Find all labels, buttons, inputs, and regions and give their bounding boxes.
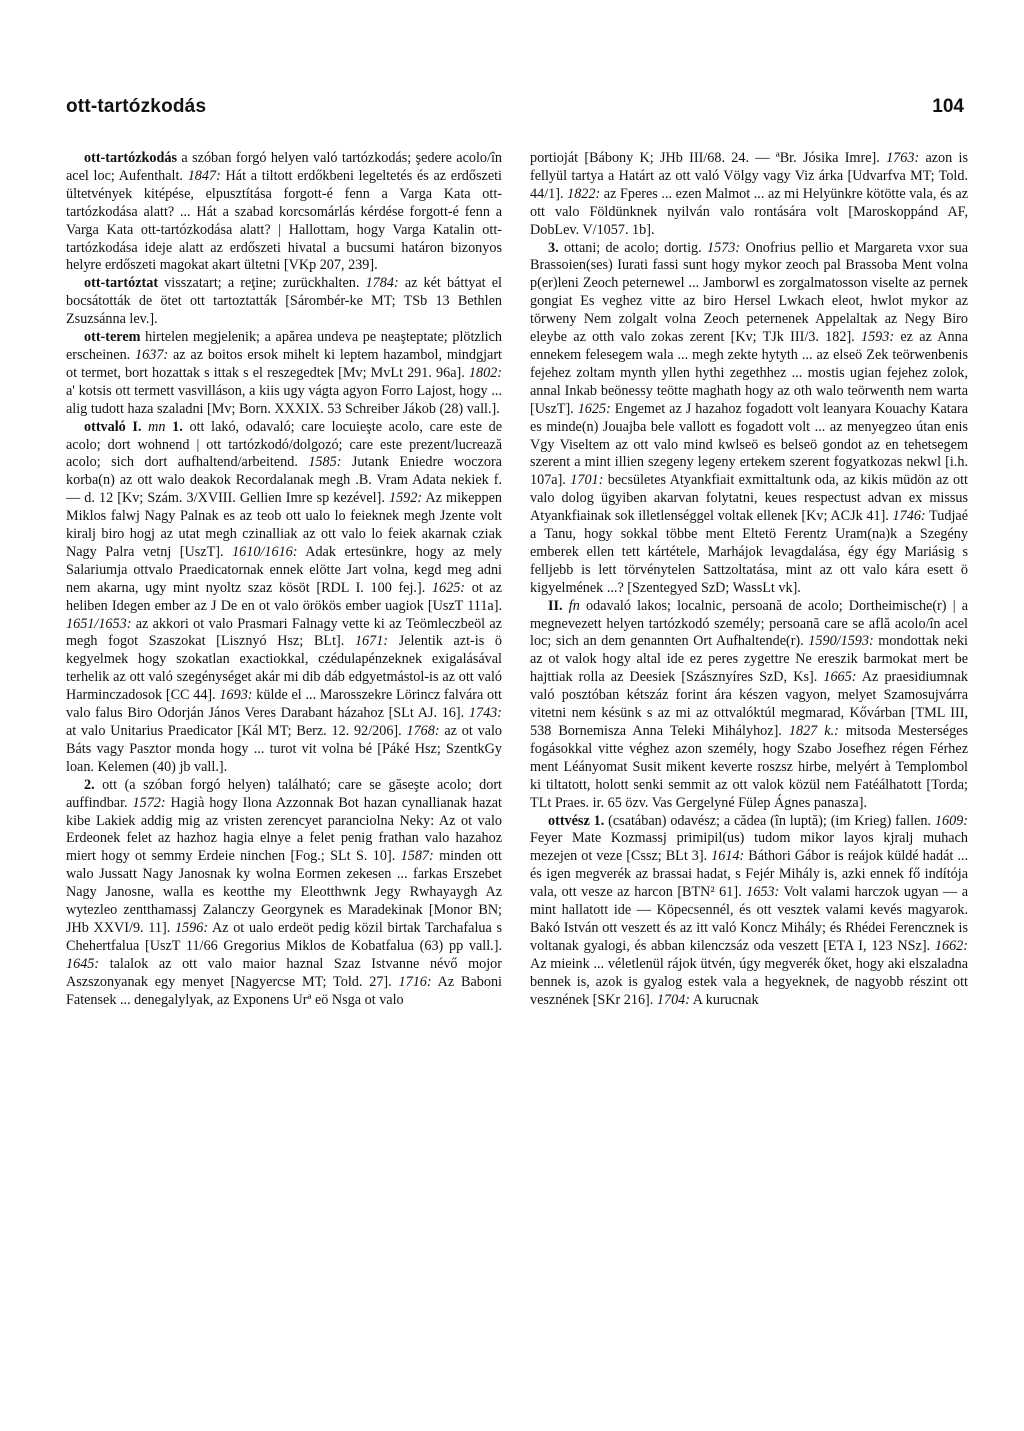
entry-text: Hát a tiltott erdőkbeni legeltetés és az erdőszeti ültetvények kitépése, elpusztítása forgott-é fenn a Varga Kata ott-tartózkodása alatt? ... Hát a szabad korcsomárlás kérdése forgott-é fenn a Varga Kata ott-tartózkodása alatt? | Hallottam, hogy Varga Katalin ott-tartózkodása ideje alatt az erdőszeti hivatal a bucsumi határon bizonyos helyre erdőszeti magokat akart ültetni [VKp 207, 239]. bbox=[66, 167, 502, 274]
sense-number: II. bbox=[548, 597, 563, 614]
running-head: ott-tartózkodás bbox=[66, 96, 207, 117]
entry-ott-terem bbox=[66, 329, 502, 419]
year: 1704: bbox=[656, 991, 690, 1008]
year: 1768: bbox=[406, 723, 440, 739]
entry-text: hirtelen megjelenik; a apărea undeva pe neaşteptate; plötzlich erscheinen. bbox=[66, 329, 502, 363]
sense-II bbox=[530, 598, 968, 813]
year: 1653: bbox=[746, 884, 780, 901]
entry-text: az ot valo Báts vagy Pasztor monda hogy ... turot vit volna bé [Páké Hsz; SzentkGy loan. Kelemen (40) jb vall.]. bbox=[66, 723, 502, 775]
headword: ott-tartózkodás bbox=[84, 150, 177, 166]
entry-text: az akkori ot valo Prasmari Falnagy vette ki az Teömleczbeöl az megh fogot Szaszokat [Lisznyó Hsz; BLt]. bbox=[66, 615, 502, 650]
entry-text: visszatart; a reţine; zurückhalten. bbox=[158, 275, 366, 292]
entry-text: az Fperes ... ezen Malmot ... az mi Helyünkre kötötte vala, és az ott valo Földünknek nyilván valo rontására volt [Maroskoppánd AF, DobLev. V/1057. 1b]. bbox=[530, 185, 968, 238]
year: 1593: bbox=[860, 329, 895, 346]
entry-text: a szóban forgó helyen való tartózkodás; şedere acolo/în acel loc; Aufenthalt. bbox=[66, 150, 502, 184]
entry-text: külde el ... Marosszekre Lörincz falvára ott valo falus Biro Odorján János Veres Darabant házahoz [SLt AJ. 16]. bbox=[66, 687, 502, 722]
entry-text: becsületes Atyankfiait exmittaltunk oda, az kikis müdön az ott valo dolog ügyiben akarvan folytatni, keues respectust advan ex missus Atyankfiainak sok illetlenséggel voltak ellenek [Kv; ACJk 41]. bbox=[530, 472, 968, 525]
entry-text: (csatában) odavész; a cădea (în luptă); (im Krieg) fallen. bbox=[604, 812, 935, 829]
year: 1592: bbox=[388, 490, 423, 507]
entry-text: az két báttyat el bocsátották de ötet ott tartoztatták [Sárombér-ke MT; TSb 13 Bethlen Zsuzsánna lev.]. bbox=[66, 275, 502, 328]
year: 1693: bbox=[219, 687, 253, 704]
entry-text: at valo Unitarius Praedicator [Kál MT; Berz. 12. 92/206]. bbox=[66, 723, 407, 739]
entry-ott-tartoztat bbox=[66, 275, 502, 329]
year: 1763: bbox=[886, 150, 920, 166]
year: 1784: bbox=[365, 275, 399, 292]
entry-text: Az Baboni Fatensek ... denegalylyak, az Exponens Urª eö Nsga ot valo bbox=[66, 973, 502, 1008]
year: 1827 k.: bbox=[788, 723, 839, 739]
year: 1625: bbox=[431, 579, 466, 596]
entry-text: Adak ertesünkre, hogy az mely Salariumja ottvalo Praedicatornak ennek elötte Jart volna, kegd meg adni nem akarna, ugy mint nyoltz szaz kösöt [RDL I. 100 fej.]. bbox=[66, 543, 502, 596]
year: 1746: bbox=[892, 508, 926, 525]
headword: ottvész 1. bbox=[548, 812, 605, 829]
page-header bbox=[66, 96, 964, 126]
year: 1662: bbox=[934, 937, 968, 954]
entry-text: mondottak neki az ot valok hogy altal ide ez peres zygettre Ne ereszik barmokat mert be hajttiak rolla az Deesiek [Szásznyíres SzD, Ks]. bbox=[530, 633, 968, 686]
year: 1587: bbox=[400, 848, 434, 865]
part-of-speech: mn bbox=[148, 418, 166, 435]
sense-number: 2. bbox=[84, 776, 95, 793]
year: 1585: bbox=[308, 454, 342, 471]
entry-text: Tudjaé a Tanu, hogy sokkal többe ment Eltetö Ferentz Uram(na)k a Szegény emberek ellen tett kártétele, Marhájok levagdalása, égy égy Mariásig s felljebb is lett törvénytelen Sattzoltatása, mint az ott valo kára esett ö kigyelmének ...? [Szentegyed SzD; WassLt vk]. bbox=[530, 508, 968, 596]
year: 1590/1593: bbox=[808, 633, 874, 650]
headword: ottvaló I. bbox=[84, 418, 142, 435]
entry-text: mitsoda Mesterséges fogásokkal vitte véghez azon személy, hogy Szabo Josefhez régen Férhez ment Léányomat Susit mikent keverte roszsz hirbe, melyért à Templombol ki tiltatott, holott senki semmit az ott valok közül nem Fatéálhatott [Torda; TLt Praes. ir. 65 özv. Vas Gergelyné Fülep Ágnes panasza]. bbox=[530, 723, 968, 811]
entry-text: Az praesidiumnak való posztóban kétszáz forint ára készen vagyon, melyet Szamosujvárra vitetni nem késünk s az mi az ottvalóktúl megmarad, Kővárban [TML III, 538 Bornemisza Anna Teleki Mihályhoz]. bbox=[530, 669, 968, 739]
year: 1847: bbox=[187, 167, 221, 184]
entry-text: Az mikeppen Miklos falwj Nagy Palnak es az teob ott ualo lo feieknek megh Jzente volt kiralj biro hogj az utat megh czinalliak az ott valo lo feiek akarnak cziak Nagy Palra vetnj [UszT]. bbox=[66, 490, 502, 560]
entry-text: Jutank Eniedre woczora korba(n) az ott walo deakok Recordalanak megh .B. Vram Adata nekiek f. — d. 12 [Kv; Szám. 3/XVIII. Gellien Imre sp kezével]. bbox=[66, 454, 502, 507]
year: 1665: bbox=[823, 669, 857, 686]
year: 1743: bbox=[468, 705, 502, 722]
year: 1573: bbox=[707, 239, 741, 256]
entry-text: a' kotsis ott termett vasvilláson, a kiis ugy vágta agyon Forro Lajost, hogy ... alig tudott haza szaladni [Mv; Born. XXXIX. 53 Schreiber Jákob (28) vall.]. bbox=[66, 382, 502, 417]
year: 1609: bbox=[934, 812, 968, 829]
entry-text: Az ot ualo erdeöt pedig közil birtak Tarchafalua s Chehertfalua [UszT 11/66 Gregorius Miklos de Kobatfalua (63) pp vall.]. bbox=[66, 919, 502, 954]
entry-text: Feyer Mate Kozmassj primipil(us) tudom mikor layos kjralj muhach mezejen ot veze [Cssz; BLt 3]. bbox=[530, 830, 968, 865]
year: 1701: bbox=[570, 472, 604, 489]
year: 1671: bbox=[354, 633, 389, 650]
year: 1822: bbox=[567, 185, 601, 202]
entry-text: ott lakó, odavaló; care locuieşte acolo, care este de acolo; dort wohnend | ott tartózkodó/dolgozó; care este prezent/lucrează acolo; sich dort aufhaltend/arbeitend. bbox=[66, 418, 502, 471]
sense-3 bbox=[530, 240, 968, 598]
page-number: 104 bbox=[932, 96, 964, 117]
year: 1637: bbox=[135, 346, 169, 363]
entry-text: Az mieink ... véletlenül rájok ütvén, úgy megverék őket, hogy aki elszaladna bennek is, azok is gyalog estek vala a hegyeknek, de nagyobb részint ott vesznének [SKr 216]. bbox=[530, 955, 968, 1008]
year: 1614: bbox=[711, 848, 745, 865]
entry-text: az az boitos ersok mihelt ki leptem hazambol, mindgjart ot termet, bort hozattak s ittak s el reszegedtek [Mv; MvLt 291. 96a]. bbox=[66, 346, 502, 381]
year: 1610/1616: bbox=[232, 543, 298, 560]
year: 1651/1653: bbox=[66, 615, 132, 632]
entry-text: ott (a szóban forgó helyen) található; care se găseşte acolo; dort auffindbar. bbox=[66, 776, 502, 811]
entry-text: minden ott walo Jussatt Nagy Janosnak ky wolna Eormen zekesen ... farkas Erszebet Nagy Janosne, walla es keotthe my Eleotthwnk Jegy Rwhayaygh Az wytezleo zentthamassj Zalanczy Georgynek es Maradekinak [Monor BN; JHb XXVI/9. 11]. bbox=[66, 848, 502, 936]
entry-ottvesz bbox=[530, 813, 968, 1010]
year: 1645: bbox=[66, 955, 100, 972]
entry-text: ottani; de acolo; dortig. bbox=[558, 239, 708, 256]
year: 1596: bbox=[174, 919, 209, 936]
entry-text: azon is fellyül tartya a Határt az ott való Völgy vagy Viz árka [Udvarfva MT; Told. 44/1]. bbox=[530, 150, 968, 202]
entry-text: portioját [Bábony K; JHb III/68. 24. — ªBr. Jósika Imre]. bbox=[530, 150, 887, 166]
year: 1572: bbox=[132, 794, 166, 811]
year: 1625: bbox=[577, 400, 611, 417]
entry-text: Volt valami harczok ugyan — a mint hallatott ide — Köpecsennél, és ott vesztek valami kevés magyarok. Bakó István ott veszett és az itt való Koncz Mihály; és Rhédei Ferencznek is voltanak gyalogi, és abban kilenczsáz oda veszett [ETA I, 123 NSz]. bbox=[530, 884, 968, 954]
entry-text: Engemet az J hazahoz fogadott volt leanyara Kouachy Katara es minde(n) Jouajba bele vallott es fogadott volt ... az menyegzeo útan enis Vgy Viseltem az ott valo mind kwlseö es belseö gondot az en tehetsegem szerent a mint illien szegeny legeny ertekem szerent fogyatkozas nekwl [i.h. 107a]. bbox=[530, 400, 968, 489]
headword: ott-tartóztat bbox=[84, 275, 159, 292]
right-column bbox=[530, 150, 968, 1010]
continuation bbox=[530, 150, 968, 240]
entry-text: Onofrius pellio et Margareta vxor sua Brassoien(ses) Iurati fassi sunt hogy mykor zeoch pal Brassoba Ment volna p(er)leni Zeoch peternewel ... Jamborwl es zorgalmatosson viselte az pernek gongiat Es veghez vitte az biro Hersel Lwkach eleot, hwlot mykor az törweny Nem zolgalt volna Zeoch peternenek Appelaltak az Negy Biro eleybe az otth valo zokas zerent [Kv; TJk III/3. 182]. bbox=[530, 239, 969, 346]
entry-text: talalok az ott valo maior haznal Szaz Istvanne névő mojor Aszszonyanak egy menyet [Nagyercse MT; Told. 27]. bbox=[66, 955, 502, 990]
part-of-speech: fn bbox=[568, 597, 580, 614]
headword: ott-terem bbox=[84, 329, 141, 346]
entry-ottvalo bbox=[66, 419, 502, 777]
entry-text: Báthori Gábor is reájok küldé hadát ... és igen megverék az brassai hadat, s Fejér Mihály is, azki ennek fő indítója vala, ott vesze az harcon [BTN² 61]. bbox=[530, 848, 968, 901]
year: 1802: bbox=[468, 364, 502, 381]
left-column bbox=[66, 150, 502, 1010]
entry-ott-tartozkodas bbox=[66, 150, 502, 275]
sense-number: 3. bbox=[548, 239, 559, 256]
entry-text: Jelentik azt-is ö kegyelmek hogy szokatlan exactiokkal, czédulapénzeknek exigalásával terhelik az ott való szegénységet akár mi dib dáb edgyetmástol-is az ott való Harminczadosok [CC 44]. bbox=[66, 633, 502, 704]
entry-text: ez az Anna ennekem felesegem wala ... megh zekte hytyth ... az elseö Zek teörwenbenis fejehez zoltam mynth yllen hythi zegethhez ... mostis ugian fejehez zolok, annal Inkab beönessy teötte maghath hogy az oth walo teörwenth nem warta [UszT]. bbox=[530, 329, 969, 417]
entry-text: A kurucnak bbox=[689, 991, 759, 1008]
sense-number: 1. bbox=[165, 418, 183, 435]
sense-2 bbox=[66, 777, 502, 1010]
year: 1716: bbox=[398, 973, 432, 990]
entry-text: ot az heliben Idegen ember az J De en ot valo örökös ember uagiok [UszT 111a]. bbox=[66, 579, 502, 614]
entry-text: Hagià hogy Ilona Azzonnak Bot hazan cynallianak hazat kibe Lakiek addig mig az vristen zerencyet paranciolna Neky: Az ot valo Erdeonek felet az hazhoz hagia elnye a felet penig frathan valo hazahoz miert hogy ot semmy Erdeie ninchen [Fog.; SLt S. 10]. bbox=[66, 794, 502, 865]
entry-text: odavaló lakos; localnic, persoană de acolo; Dortheimische(r) | a megnevezett helyen tartózkodó személy; persoană care se află acolo/în acel loc; sich an dem genannten Ort Aufhaltende(r). bbox=[530, 597, 969, 650]
